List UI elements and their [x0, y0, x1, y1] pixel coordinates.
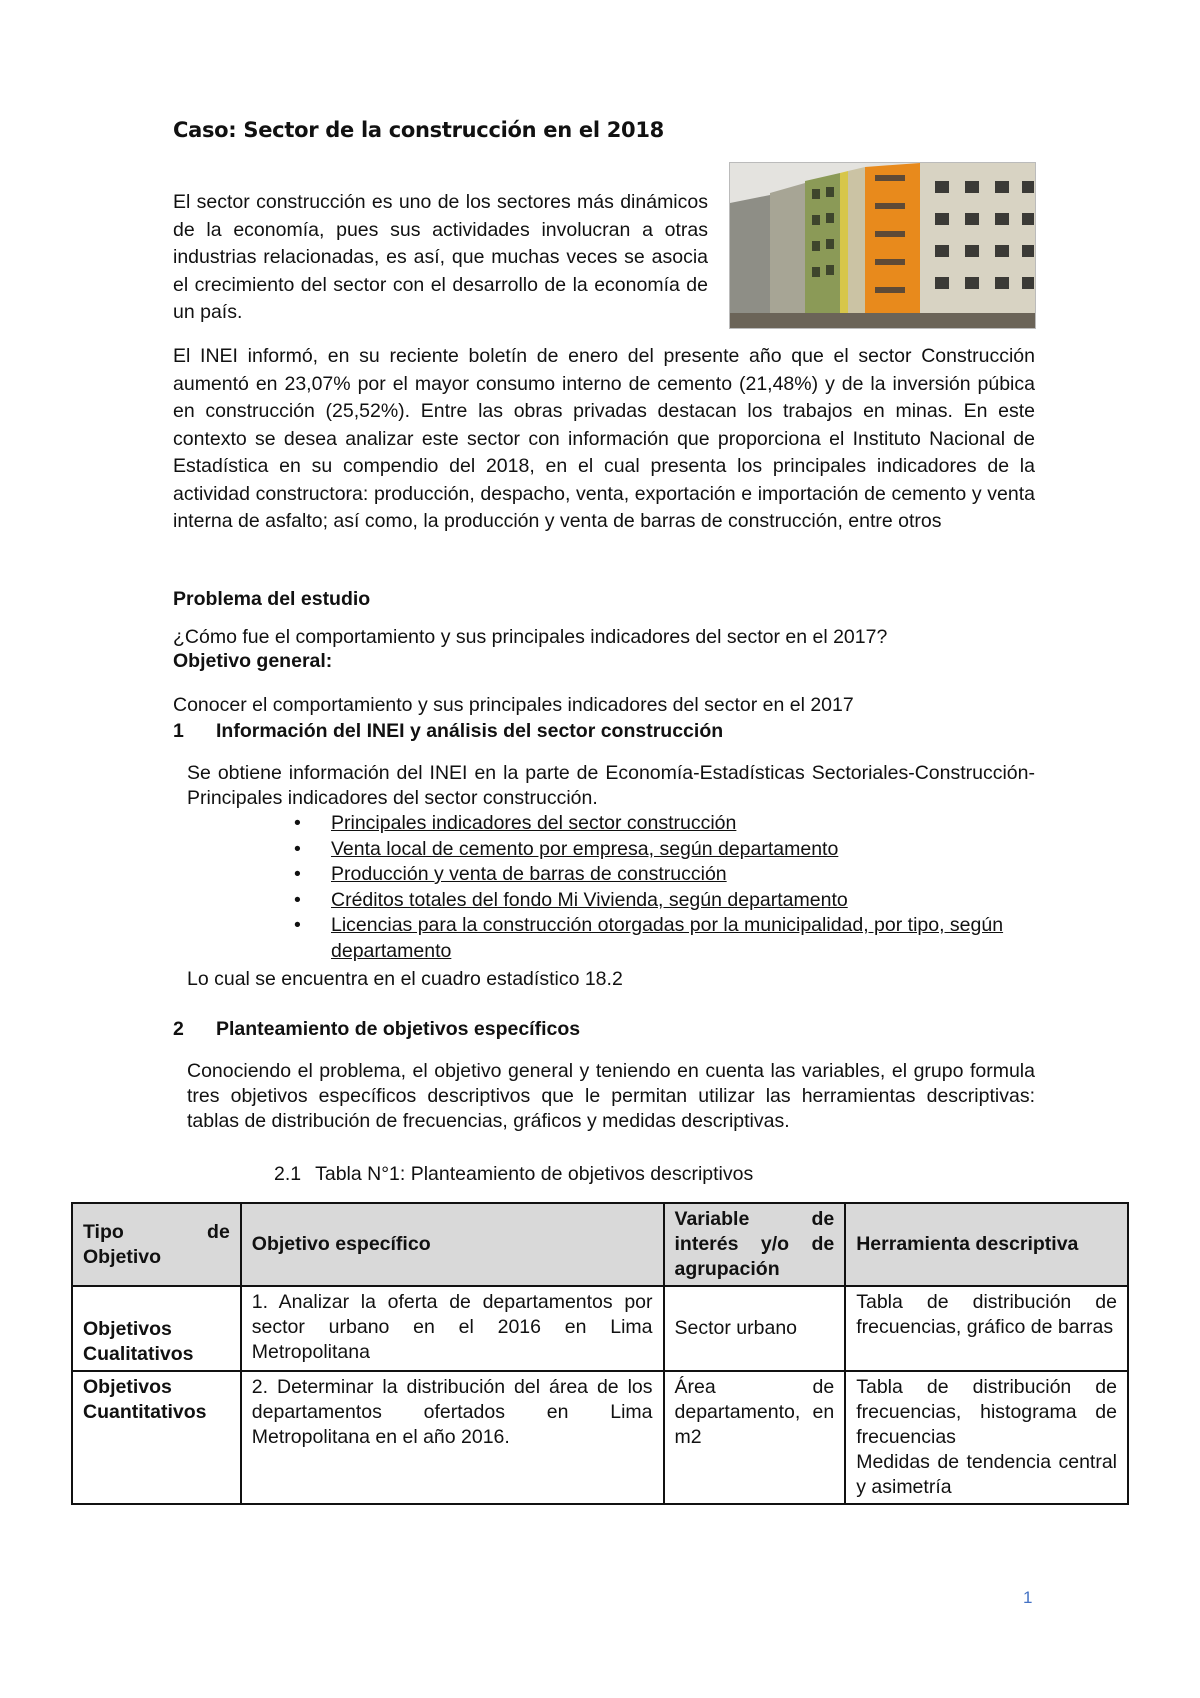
section-2-number: 2: [173, 1018, 184, 1040]
bullet-icon: •: [294, 812, 301, 834]
page-number: 1: [1023, 1588, 1033, 1607]
section-2-title: Planteamiento de objetivos específicos: [216, 1018, 581, 1040]
header-tipo-objetivo: Tipo de Objetivo: [72, 1203, 241, 1286]
inei-paragraph: El INEI informó, en su reciente boletín de enero del presente año que el sector Construcción aumentó en 23,07% por el mayor consumo interno de cemento (21,48%) y de la inversión púbica en construcción (25,52%). Entre las obras privadas destacan los trabajos en minas. En este contexto se desea analizar este sector con información que proporciona el Instituto Nacional de Estadística en su compendio del 2018, en el cual presenta los principales indicadores de la actividad constructora: producción, despacho, venta, exportación e importación de cemento y venta interna de asfalto; así como, la producción y venta de barras de construcción, entre otros: [173, 345, 1035, 532]
table-row: [72, 1286, 1128, 1371]
objective-heading: Objetivo general:: [173, 650, 333, 672]
section-1-number: 1: [173, 720, 184, 742]
list-item[interactable]: [294, 811, 1039, 837]
cell-objetivo: 1. Analizar la oferta de departamentos por sector urbano en el 2016 en Lima Metropolitana: [241, 1286, 664, 1371]
bullet-icon: •: [294, 888, 301, 911]
indicator-links-list: [294, 811, 1039, 964]
header-objetivo-especifico: Objetivo específico: [241, 1203, 664, 1286]
cell-herramienta: Tabla de distribución de frecuencias, histograma de frecuencias Medidas de tendencia central y asimetría: [845, 1371, 1128, 1504]
intro-paragraph: El sector construcción es uno de los sectores más dinámicos de la economía, pues sus actividades involucran a otras industrias relacionadas, es así, que muchas veces se asocia el crecimiento del sector con el desarrollo de la economía de un país.: [173, 191, 708, 323]
cell-variable: Sector urbano: [664, 1286, 846, 1371]
problem-heading: Problema del estudio: [173, 588, 371, 610]
bullet-icon: •: [294, 837, 301, 860]
header-herramienta: Herramienta descriptiva: [845, 1203, 1128, 1286]
objectives-table: [71, 1202, 1129, 1505]
case-title: Caso: Sector de la construcción en el 2018: [173, 118, 664, 142]
list-item[interactable]: [294, 837, 1039, 863]
indicator-link[interactable]: Licencias para la construcción otorgadas por la municipalidad, por tipo, según departamento: [331, 914, 1004, 962]
cell-herramienta: Tabla de distribución de frecuencias, gráfico de barras: [845, 1286, 1128, 1371]
header-variable-interes: Variable de interés y/o de agrupación: [664, 1203, 846, 1286]
list-item[interactable]: [294, 913, 1039, 964]
indicator-link[interactable]: Venta local de cemento por empresa, según departamento: [331, 837, 839, 860]
table-caption-number: 2.1: [274, 1163, 302, 1185]
section-2-text: Conociendo el problema, el objetivo general y teniendo en cuenta las variables, el grupo formula tres objetivos específicos descriptivos que le permitan utilizar las herramientas descriptivas: tablas de distribución de frecuencias, gráficos y medidas descriptivas.: [187, 1060, 1035, 1132]
table-row: [72, 1371, 1128, 1504]
cell-objetivo: 2. Determinar la distribución del área de los departamentos ofertados en Lima Metropolitana en el año 2016.: [241, 1371, 664, 1504]
indicator-link[interactable]: Producción y venta de barras de construcción: [331, 863, 727, 885]
cell-tipo: Objetivos Cualitativos: [72, 1286, 241, 1371]
problem-question: ¿Cómo fue el comportamiento y sus principales indicadores del sector en el 2017?: [173, 626, 888, 648]
building-photo: [729, 162, 1036, 329]
indicator-link[interactable]: Principales indicadores del sector construcción: [331, 812, 737, 834]
list-item[interactable]: [294, 862, 1039, 888]
section-1-closing: Lo cual se encuentra en el cuadro estadístico 18.2: [187, 968, 623, 990]
objective-text: Conocer el comportamiento y sus principales indicadores del sector en el 2017: [173, 694, 854, 716]
table-header-row: [72, 1203, 1128, 1286]
bullet-icon: •: [294, 914, 301, 936]
section-1-text: Se obtiene información del INEI en la parte de Economía-Estadísticas Sectoriales-Construcción-Principales indicadores del sector construcción.: [187, 762, 1035, 809]
bullet-icon: •: [294, 863, 301, 885]
cell-tipo: Objetivos Cuantitativos: [72, 1371, 241, 1504]
list-item[interactable]: [294, 888, 1039, 914]
indicator-link[interactable]: Créditos totales del fondo Mi Vivienda, según departamento: [331, 888, 848, 911]
cell-variable: Área de departamento, en m2: [664, 1371, 846, 1504]
table-caption: [274, 1163, 753, 1186]
table-caption-text: Tabla N°1: Planteamiento de objetivos descriptivos: [315, 1163, 754, 1185]
section-1-title: Información del INEI y análisis del sector construcción: [216, 720, 724, 742]
